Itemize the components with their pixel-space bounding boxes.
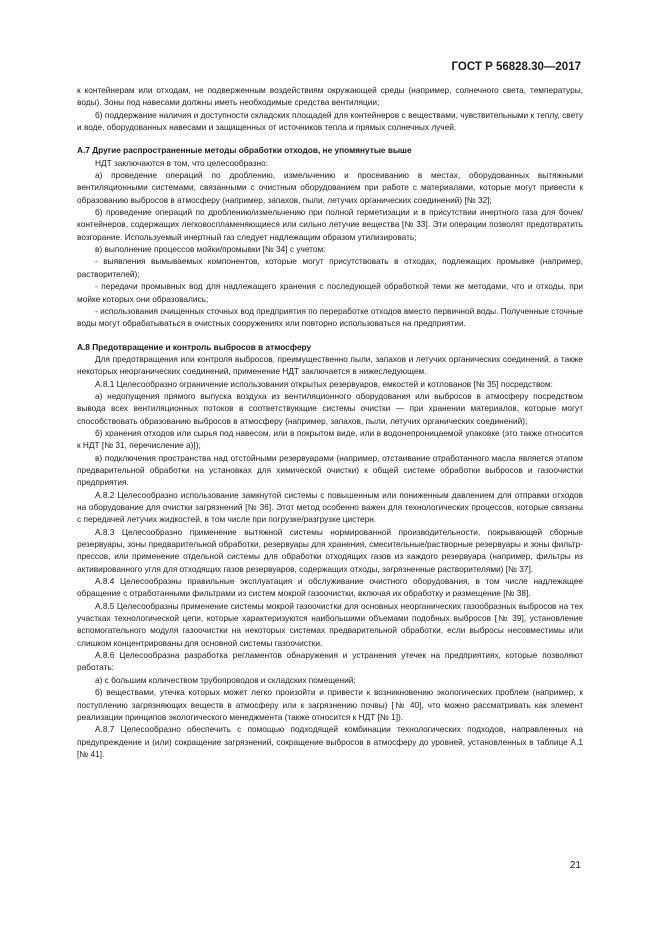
list-item: а) с большим количеством трубопроводов и складских помещений;	[95, 674, 356, 685]
list-item: - использования очищенных сточных вод предприятия по переработке отходов вместо первичной воды. Полученные сточные воды могут обрабатываться в очистных сооружениях или повторно использоваться на предприятии.	[77, 305, 583, 329]
paragraph: б) проведение операций по дроблению/измельчению при полной герметизации и в присутствии инертного газа для бочек/контейнеров, содержащих легковоспламеняющиеся или сильно летучие вещества [№ 33]. Эти операции позволят предотвратить возгорание. Используемый инертный газ следует надлежащим образом утилизировать;	[77, 207, 583, 242]
document-header: ГОСТ Р 56828.30—2017	[451, 61, 581, 73]
list-item: - выявления вымываемых компонентов, которые могут присутствовать в отходах, подлежащих промывке (например, растворителей);	[77, 256, 583, 279]
paragraph: А.8.1 Целесообразно ограничение использования открытых резервуаров, емкостей и котлованов [№ 35] посредством:	[95, 378, 553, 389]
paragraph: А.8.7 Целесообразно обеспечить с помощью подходящей комбинации технологических подходов, направленных на предупреждение и (или) сокращение загрязнений, сокращение выбросов в атмосферу до уровней, установленных в таблице А.1 [№ 41].	[77, 724, 583, 759]
paragraph: НДТ заключаются в том, что целесообразно:	[95, 157, 269, 168]
list-item: - передачи промывных вод для надлежащего хранения с последующей обработкой теми же методами, что и отходы, при мойке которых они образовались;	[77, 281, 583, 304]
paragraph: Для предотвращения или контроля выбросов, преимущественно пыли, запахов и летучих органических соединений, а также некоторых неорганических соединений, применение НДТ заключается в нижеследующем.	[77, 353, 583, 377]
section-heading: А.7 Другие распространенные методы обработки отходов, не упомянутые выше	[77, 145, 412, 156]
paragraph: к контейнерам или отходам, не подверженным воздействиям окружающей среды (например, солнечного света, температуры, воды). Зоны под навесами должны иметь необходимые средства вентиляции;	[77, 85, 583, 108]
document-body	[77, 84, 583, 760]
paragraph: а) недопущения прямого выпуска воздуха из вентиляционного оборудования или выбросов в атмосферу посредством вывода всех вентиляционных потоков в соответствующие системы очистки — при хранении материалов, которые могут способствовать образованию выбросов в атмосферу (например, запахов, пыли, летучих органических соединений);	[77, 390, 583, 426]
paragraph: А.8.2 Целесообразно использование замкнутой системы с повышенным или пониженным давлением для отправки отходов на оборудование для очистки загрязнений [№ 36]. Этот метод особенно важен для технологических процессов, которые связаны с передачей летучих жидкостей, в том числе при погрузке/разгрузке цистерн.	[77, 489, 583, 525]
paragraph: б) хранения отходов или сырья под навесом, или в покрытом виде, или в водонепроницаемой упаковке (это также относится к НДТ [№ 31, перечисление а)]);	[77, 427, 583, 451]
page-number: 21	[569, 860, 581, 871]
list-item: б) веществами, утечка которых может легко произойти и привести к возникновению экологических проблем (например, к поступлению загрязняющих веществ в атмосферу или к загрязнению почвы) [№ 40], что можно рассматривать как элемент реализации принципов экологического менеджмента (также относится к НДТ [№ 1]).	[77, 687, 583, 722]
paragraph: А.8.6 Целесообразна разработка регламентов обнаружения и устранения утечек на предприятиях, которые позволяют работать:	[77, 650, 583, 673]
paragraph: А.8.5 Целесообразны применение системы мокрой газоочистки для основных неорганических газообразных выбросов на тех участках технологической цепи, которые характеризуются наибольшими объемами подобных выбросов [№ 39], установление вспомогательного модуля газоочистки на некоторых системах предварительной обработки, если выбросы несовместимы или слишком концентрированы для основной системы газоочистки.	[77, 600, 583, 648]
paragraph: А.8.4 Целесообразны правильные эксплуатация и обслуживание очистного оборудования, в том числе надлежащее обращение с отработанными фильтрами из систем мокрой газоочистки, включая их обработку и размещение [№ 38].	[77, 576, 583, 599]
paragraph: а) проведение операций по дроблению, измельчению и просеиванию в местах, оборудованных вытяжными вентиляционными системами, связанными с очистным оборудованием при работе с материалами, которые могут привести к образованию выбросов в атмосферу (например, запахов, пыли, летучих органических соединений) [№ 32];	[77, 170, 583, 205]
paragraph: в) выполнение процессов мойки/промывки [№ 34] с учетом:	[95, 244, 326, 255]
paragraph: б) поддержание наличия и доступности складских площадей для контейнеров с веществами, чувствительными к теплу, свету и воде, оборудованных навесами и защищенных от источников тепла и прямых солнечных лучей.	[77, 109, 583, 133]
paragraph: А.8.3 Целесообразно применение вытяжной системы нормированной производительности, покрывающей сборные резервуары, зоны предварительной обработки, резервуары для хранения, смесительные/растворные резервуары и зоны фильтр-прессов, или применение отдельной системы для обработки отходящих газов из каждого резервуара (например, фильтры из активированного угля для отходящих газов резервуаров, содержащих отходы, загрязненные растворителями) [№ 37].	[77, 526, 583, 574]
paragraph: в) подключения пространства над отстойными резервуарами (например, отстаивание отработанного масла является этапом предварительной обработки на установках для химической очистки) к общей системе обработки выбросов и газоочистки предприятия.	[77, 452, 583, 488]
section-heading: А.8 Предотвращение и контроль выбросов в атмосферу	[77, 341, 312, 352]
